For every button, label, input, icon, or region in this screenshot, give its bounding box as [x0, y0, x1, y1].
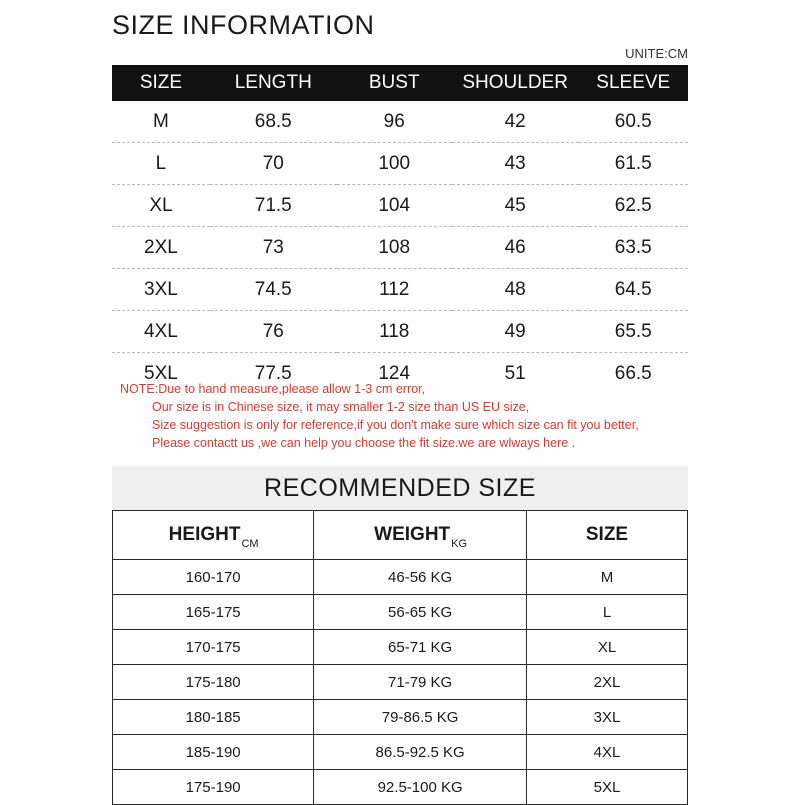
cell-length: 70	[210, 143, 337, 185]
cell-height: 165-175	[113, 595, 314, 630]
table-header-row	[113, 511, 688, 560]
page-title: SIZE INFORMATION	[112, 10, 375, 40]
cell-length: 76	[210, 311, 337, 353]
note-line-1: NOTE:Due to hand measure,please allow 1-3 cm error,	[120, 382, 425, 396]
cell-size: M	[112, 101, 210, 143]
cell-height: 175-180	[113, 665, 314, 700]
cell-shoulder: 43	[452, 143, 579, 185]
table-row	[113, 630, 688, 665]
cell-size: 5XL	[527, 770, 688, 805]
cell-size: 3XL	[112, 269, 210, 311]
column-header-height-label: HEIGHT	[168, 524, 241, 545]
cell-size: 2XL	[527, 665, 688, 700]
cell-bust: 118	[337, 311, 452, 353]
cell-size: L	[112, 143, 210, 185]
table-row	[112, 311, 688, 353]
cell-size: L	[527, 595, 688, 630]
column-header-height-unit: CM	[241, 538, 259, 550]
recommended-size-title: RECOMMENDED SIZE	[264, 473, 536, 502]
table-row	[112, 143, 688, 185]
column-header-weight	[314, 511, 527, 560]
table-row	[113, 735, 688, 770]
cell-bust: 108	[337, 227, 452, 269]
cell-sleeve: 60.5	[579, 101, 688, 143]
cell-height: 170-175	[113, 630, 314, 665]
cell-bust: 96	[337, 101, 452, 143]
table-row	[112, 185, 688, 227]
table-header-row	[112, 65, 688, 101]
cell-bust: 104	[337, 185, 452, 227]
cell-size: XL	[112, 185, 210, 227]
cell-weight: 86.5-92.5 KG	[314, 735, 527, 770]
unit-note: UNITE:CM	[625, 46, 688, 61]
column-header-size: SIZE	[112, 65, 210, 101]
cell-shoulder: 46	[452, 227, 579, 269]
cell-size: 2XL	[112, 227, 210, 269]
note-line-3: Size suggestion is only for reference,if you don't make sure which size can fit you better,	[152, 418, 639, 432]
notes-block	[120, 380, 720, 452]
cell-weight: 56-65 KG	[314, 595, 527, 630]
cell-height: 160-170	[113, 560, 314, 595]
recommended-size-table	[112, 510, 688, 805]
cell-size: 3XL	[527, 700, 688, 735]
cell-shoulder: 49	[452, 311, 579, 353]
cell-shoulder: 48	[452, 269, 579, 311]
cell-height: 180-185	[113, 700, 314, 735]
cell-length: 71.5	[210, 185, 337, 227]
cell-length: 74.5	[210, 269, 337, 311]
recommended-size-banner	[112, 466, 688, 510]
cell-sleeve: 64.5	[579, 269, 688, 311]
column-header-size: SIZE	[527, 511, 688, 560]
size-information-table	[112, 65, 688, 394]
cell-bust: 124	[378, 362, 411, 384]
column-header-weight-unit: KG	[451, 538, 468, 550]
column-header-sleeve: SLEEVE	[579, 65, 688, 101]
cell-size: 5XL	[144, 362, 178, 384]
cell-bust: 112	[337, 269, 452, 311]
table-row	[112, 269, 688, 311]
table-row	[113, 595, 688, 630]
cell-bust: 100	[337, 143, 452, 185]
cell-shoulder: 42	[452, 101, 579, 143]
cell-size: M	[527, 560, 688, 595]
cell-size: XL	[527, 630, 688, 665]
cell-length: 73	[210, 227, 337, 269]
cell-length: 68.5	[210, 101, 337, 143]
cell-size: 4XL	[527, 735, 688, 770]
table-row	[113, 770, 688, 805]
table-row	[113, 560, 688, 595]
cell-height: 185-190	[113, 735, 314, 770]
column-header-bust: BUST	[337, 65, 452, 101]
note-line-2: Our size is in Chinese size, it may smaller 1-2 size than US EU size,	[152, 400, 530, 414]
cell-weight: 79-86.5 KG	[314, 700, 527, 735]
table-row	[113, 665, 688, 700]
column-header-length: LENGTH	[210, 65, 337, 101]
cell-shoulder: 45	[452, 185, 579, 227]
cell-height: 175-190	[113, 770, 314, 805]
cell-weight: 71-79 KG	[314, 665, 527, 700]
table-row	[112, 101, 688, 143]
cell-sleeve: 63.5	[579, 227, 688, 269]
column-header-weight-label: WEIGHT	[374, 524, 451, 545]
cell-weight: 46-56 KG	[314, 560, 527, 595]
cell-size: 4XL	[112, 311, 210, 353]
table-row	[113, 700, 688, 735]
cell-sleeve: 62.5	[579, 185, 688, 227]
column-header-height	[113, 511, 314, 560]
cell-shoulder: 51	[504, 362, 526, 384]
note-line-4: Please contactt us ,we can help you choose the fit size.we are wlways here .	[152, 436, 576, 450]
cell-sleeve: 66.5	[614, 362, 652, 384]
cell-length: 77.5	[254, 362, 292, 384]
cell-weight: 92.5-100 KG	[314, 770, 527, 805]
column-header-shoulder: SHOULDER	[452, 65, 579, 101]
cell-sleeve: 61.5	[579, 143, 688, 185]
cell-sleeve: 65.5	[579, 311, 688, 353]
table-row	[112, 227, 688, 269]
cell-weight: 65-71 KG	[314, 630, 527, 665]
